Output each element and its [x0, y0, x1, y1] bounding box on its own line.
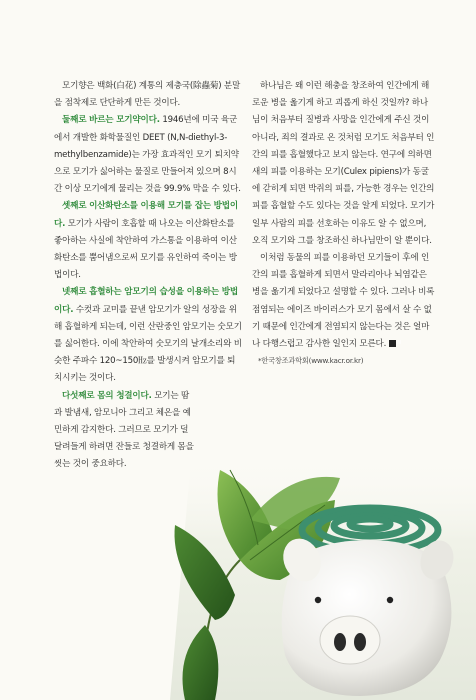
photo-background	[170, 455, 476, 700]
heading-female-habit: 넷째로 흡혈하는 암모기의 습성을 이용하는 방법이다.	[54, 287, 238, 315]
text-co2-trap: 모기가 사람이 호흡할 때 나오는 이산화탄소를 좋아하는 사실에 착안하여 가스통을 이용하여 이산화탄소를 뿜어냄으로써 모기를 유인하여 죽이는 방법이다.	[54, 218, 237, 281]
text-repellent: 1946년에 미국 육군에서 개발한 화학물질인 DEET (N,N-diethyl-3-methylbenzamide)는 가장 효과적인 모기 퇴치약으로 모기가 싫어하는 물질로 만들어져 있으며 8시간 이상 모기에게 물리는 것을 99.9% 막을 수 있다.	[54, 115, 241, 195]
heading-repellent: 둘째로 바르는 모기약이다.	[62, 115, 160, 126]
heading-cleanliness: 다섯째로 몸의 청결이다.	[62, 390, 152, 401]
heading-co2-trap: 셋째로 이산화탄소를 이용해 모기를 잡는 방법이다.	[54, 201, 238, 229]
paragraph-female-habit	[54, 284, 242, 387]
paragraph-mosquito-coil: 모기향은 백화(白花) 계통의 제충국(除蟲菊) 분말을 점착제로 단단하게 만든 것이다.	[54, 81, 241, 109]
paragraph-why-pests: 하나님은 왜 이런 해충을 창조하여 인간에게 해로운 병을 옮기게 하고 괴롭게 하신 것일까? 하나님이 처음부터 질병과 사망을 인간에게 주신 것이 아니라, 죄의 결과로 온 것처럼 모기도 처음부터 인간의 피를 흡혈했다고 보지 않는다. 연구에 의하면 새의 피를 이용하는 모기(Culex pipiens)가 동굴에 갇히게 되면 박쥐의 피를, 가능한 경우는 인간의 피를 흡혈할 수도 있다는 것을 알게 되었다. 모기가 일부 사람의 피를 선호하는 이유도 알 수 없으며, 오직 모기와 그를 창조하신 하나님만이 알 뿐이다.	[252, 81, 435, 246]
paragraph-cleanliness	[54, 388, 194, 474]
text-female-habit: 수컷과 교미를 끝낸 암모기가 알의 성장을 위해 흡혈하게 되는데, 이런 산란중인 암모기는 숫모기를 싫어한다. 이에 착안하여 숫모기의 날개소리와 비슷한 주파수 120~150㎐를 발생시켜 암모기를 퇴치시키는 것이다.	[54, 304, 242, 384]
paragraph-co2-trap	[54, 198, 242, 284]
right-text-column	[252, 78, 436, 367]
left-text-column	[54, 78, 242, 474]
paragraph-blood-feeding	[252, 250, 436, 353]
leaves-icon	[175, 470, 341, 700]
footnote-source: *한국창조과학회(www.kacr.or.kr)	[258, 356, 364, 366]
text-cleanliness: 모기는 땀과 발냄새, 암모니아 그리고 체온을 예민하게 감지한다. 그러므로 모기가 덜 달려들게 하려면 잔들로 청결하게 몸을 씻는 것이 중요하다.	[54, 390, 194, 470]
pig-figurine-icon	[276, 532, 458, 696]
mosquito-coil-icon	[302, 508, 438, 552]
end-mark-icon: N	[389, 340, 396, 347]
text-blood-feeding: 이처럼 동물의 피를 이용하던 모기들이 후에 인간의 피를 흡혈하게 되면서 말라리아나 뇌염같은 병을 옮기게 되었다고 설명할 수 있다. 그러나 비록 점염되는 에이즈 바이러스가 모기 몸에서 살 수 없기 때문에 인간에게 전염되지 않는다는 것은 얼마나 다행스럽고 감사한 일인지 모른다.	[252, 253, 435, 350]
paragraph-repellent	[54, 112, 242, 198]
